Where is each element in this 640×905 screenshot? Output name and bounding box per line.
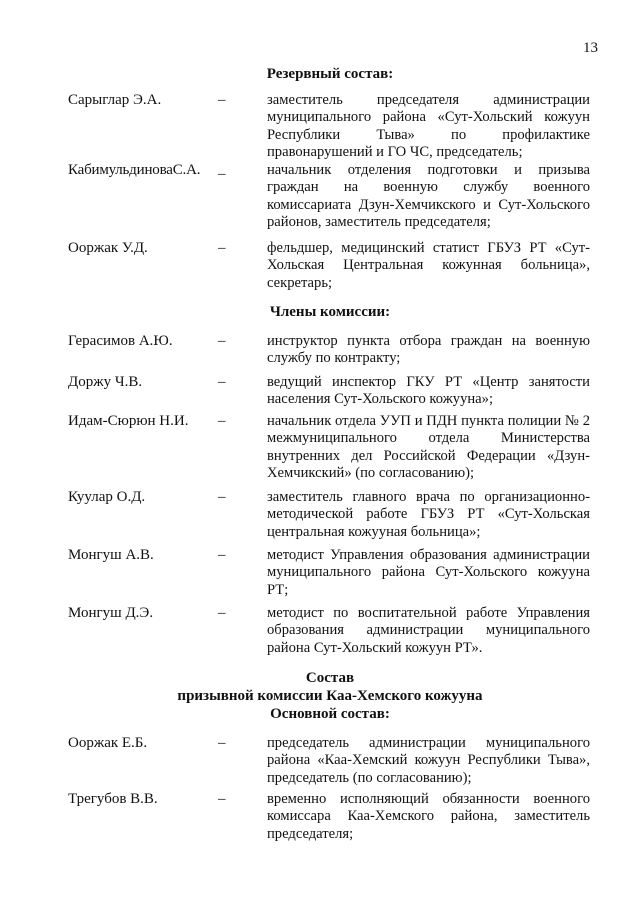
- dash-separator: –: [218, 605, 226, 621]
- dash-separator: –: [218, 547, 226, 563]
- member-name: Куулар О.Д.: [68, 489, 146, 505]
- member-description: временно исполняющий обязанности военного комиссара Каа-Хемского района, заместитель председателя;: [267, 791, 590, 842]
- member-description: председатель администрации муниципального района «Каа-Хемский кожуун Республики Тыва», председатель (по согласованию);: [267, 735, 590, 786]
- dash-separator: –: [218, 92, 226, 108]
- dash-separator: –: [218, 333, 226, 349]
- member-description: инструктор пункта отбора граждан на военную службу по контракту;: [267, 333, 590, 367]
- page-number: 13: [583, 40, 598, 56]
- section-heading-main: Основной состав:: [270, 706, 390, 722]
- member-description: начальник отдела УУП и ПДН пункта полиции № 2 межмуниципального отдела Министерства внутренних дел Российской Федерации «Дзун-Хемчикский» (по согласованию);: [267, 413, 590, 481]
- member-description: фельдшер, медицинский статист ГБУЗ РТ «Сут-Хольская Центральная кожунная больница», секретарь;: [267, 240, 590, 291]
- member-name: Идам-Сюрюн Н.И.: [68, 413, 189, 429]
- member-name: Ооржак У.Д.: [68, 240, 148, 256]
- member-name: Ооржак Е.Б.: [68, 735, 148, 751]
- member-name: Монгуш А.В.: [68, 547, 154, 563]
- section-heading-reserve: Резервный состав:: [266, 66, 394, 82]
- dash-separator: –: [218, 240, 226, 256]
- member-name: КабимульдиноваС.А.: [68, 162, 201, 178]
- section-subtitle: призывной комиссии Каа-Хемского кожууна: [177, 688, 483, 704]
- member-description: заместитель главного врача по организационно-методической работе ГБУЗ РТ «Сут-Хольская центральная кожууная больница»;: [267, 489, 590, 540]
- dash-separator: –: [218, 489, 226, 505]
- dash-separator: –: [218, 166, 226, 182]
- member-name: Монгуш Д.Э.: [68, 605, 154, 621]
- member-description: заместитель председателя администрации муниципального района «Сут-Хольский кожуун Республики Тыва» по профилактике правонарушений и ГО ЧС, председатель;: [267, 92, 590, 160]
- member-name: Доржу Ч.В.: [68, 374, 143, 390]
- dash-separator: –: [218, 735, 226, 751]
- member-description: методист Управления образования администрации муниципального района Сут-Хольского кожууна РТ;: [267, 547, 590, 598]
- member-description: ведущий инспектор ГКУ РТ «Центр занятости населения Сут-Хольского кожууна»;: [267, 374, 590, 408]
- dash-separator: –: [218, 374, 226, 390]
- section-title: Состав: [305, 670, 355, 686]
- member-name: Герасимов А.Ю.: [68, 333, 173, 349]
- dash-separator: –: [218, 791, 226, 807]
- dash-separator: –: [218, 413, 226, 429]
- member-description: начальник отделения подготовки и призыва граждан на военную службу военного комиссариата Дзун-Хемчикского и Сут-Хольского районов, заместитель председателя;: [267, 162, 590, 230]
- member-description: методист по воспитательной работе Управления образования администрации муниципального района Сут-Хольский кожуун РТ».: [267, 605, 590, 656]
- section-heading-members: Члены комиссии:: [269, 304, 391, 320]
- member-name: Сарыглар Э.А.: [68, 92, 162, 108]
- member-name: Трегубов В.В.: [68, 791, 158, 807]
